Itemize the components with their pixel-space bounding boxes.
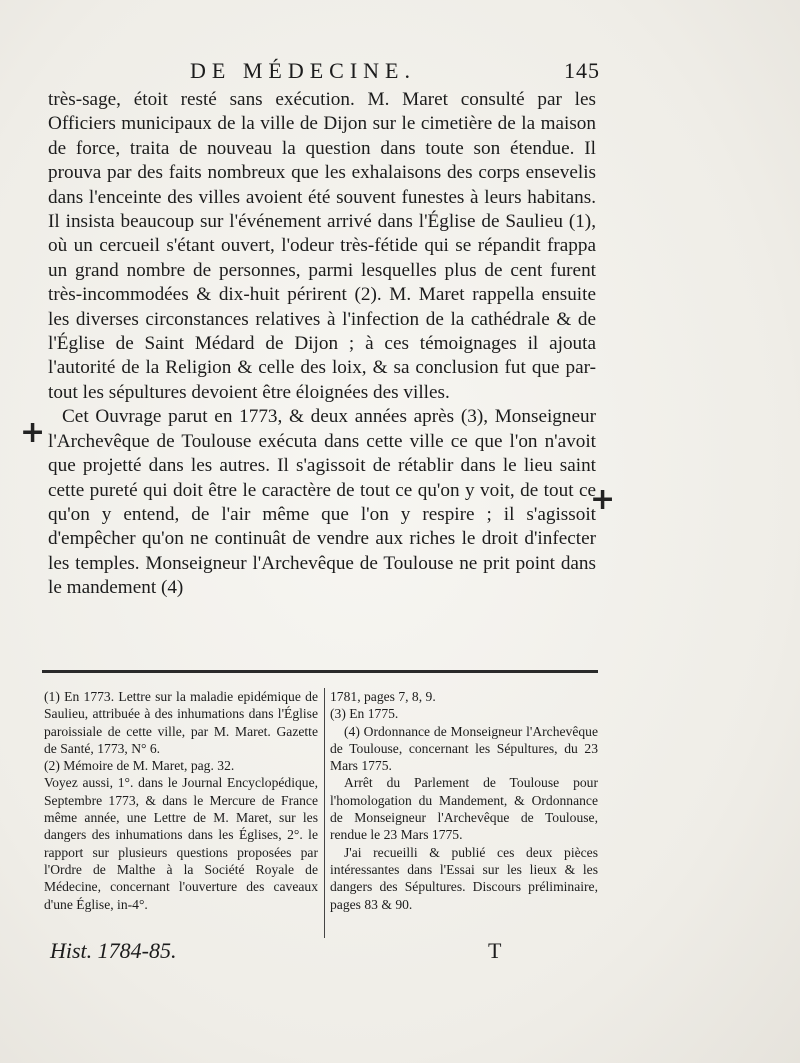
page-footer bbox=[50, 938, 610, 968]
footnote: 1781, pages 7, 8, 9. bbox=[330, 689, 436, 704]
footnote: Voyez aussi, 1°. dans le Journal Encyclopédique, Septembre 1773, & dans le Mercure de France même année, une Lettre de M. Maret, sur les dangers des inhumations dans les Églises, 2°. le rapport sur plusieurs questions proposées par l'Ordre de Malthe à la Société Royale de Médecine, concernant l'ouverture des caveaux d'une Église, in-4°. bbox=[44, 775, 318, 912]
paragraph: très-sage, étoit resté sans exécution. M. Maret consulté par les Officiers municipaux de la ville de Dijon sur le cimetière de la maison de force, traita de nouveau la question dans toute son étendue. Il prouva par des faits nombreux que les exhalaisons des corps ensevelis dans l'enceinte des villes avoient été souvent funestes à leurs habitans. Il insista beaucoup sur l'événement arrivé dans l'Église de Saulieu (1), où un cercueil s'étant ouvert, l'odeur très-fétide qui se répandit frappa un grand nombre de personnes, parmi lesquelles plus de cent furent très-incommodées & dix-huit périrent (2). M. Maret rappella ensuite les diverses circonstances relatives à l'infection de la cathédrale & de l'Église de Saint Médard de Dijon ; à ces témoignages il ajouta l'autorité de la Religion & celle des loix, & sa conclusion fut que par-tout les sépultures devoient être éloignées des villes. bbox=[48, 89, 596, 403]
footnotes-right-column bbox=[330, 688, 598, 913]
margin-cross-mark: + bbox=[20, 415, 46, 450]
page-number: 145 bbox=[564, 58, 600, 83]
footnote: (3) En 1775. bbox=[330, 706, 399, 722]
paragraph: Cet Ouvrage parut en 1773, & deux années après (3), Monseigneur l'Archevêque de Toulouse exécuta dans cette ville ce que l'on n'avoit que projetté dans les autres. Il s'agissoit de rétablir dans le lieu saint cette pureté qui doit être le caractère de tout ce qu'on y voit, de tout ce qu'on y entend, de l'air même que l'on y respire ; il s'agissoit d'empêcher qu'on ne continuât de vendre aux riches le droit d'infecter les temples. Monseigneur l'Archevêque de Toulouse ne prit point dans le mandement (4) bbox=[48, 406, 596, 599]
footnote-separator-rule bbox=[42, 670, 598, 673]
column-divider bbox=[324, 688, 325, 938]
footnote: (4) Ordonnance de Monseigneur l'Archevêque de Toulouse, concernant les Sépultures, du 23 Mars 1775. bbox=[330, 723, 598, 774]
signature-mark: Hist. 1784-85. bbox=[50, 938, 177, 963]
footnote: (2) Mémoire de M. Maret, pag. 32. bbox=[44, 758, 235, 774]
footnotes-left-column bbox=[44, 688, 318, 913]
page-header bbox=[40, 58, 600, 88]
footnote: (1) En 1773. Lettre sur la maladie epidémique de Saulieu, attribuée à des inhumations dans l'Église paroissiale de cette ville, par M. Maret. Gazette de Santé, 1773, N° 6. bbox=[44, 689, 318, 756]
main-text bbox=[48, 88, 596, 601]
running-head: DE MÉDECINE. bbox=[190, 58, 416, 83]
footnote: Arrêt du Parlement de Toulouse pour l'homologation du Mandement, & Ordonnance de Monseigneur l'Archevêque de Toulouse, rendue le 23 Mars 1775. bbox=[330, 775, 598, 843]
footnotes bbox=[44, 688, 600, 938]
signature-letter: T bbox=[488, 938, 502, 963]
margin-cross-mark: + bbox=[590, 482, 616, 517]
footnote: J'ai recueilli & publié ces deux pièces intéressantes dans l'Essai sur les lieux & les dangers des Sépultures. Discours préliminaire, pages 83 & 90. bbox=[330, 844, 598, 912]
